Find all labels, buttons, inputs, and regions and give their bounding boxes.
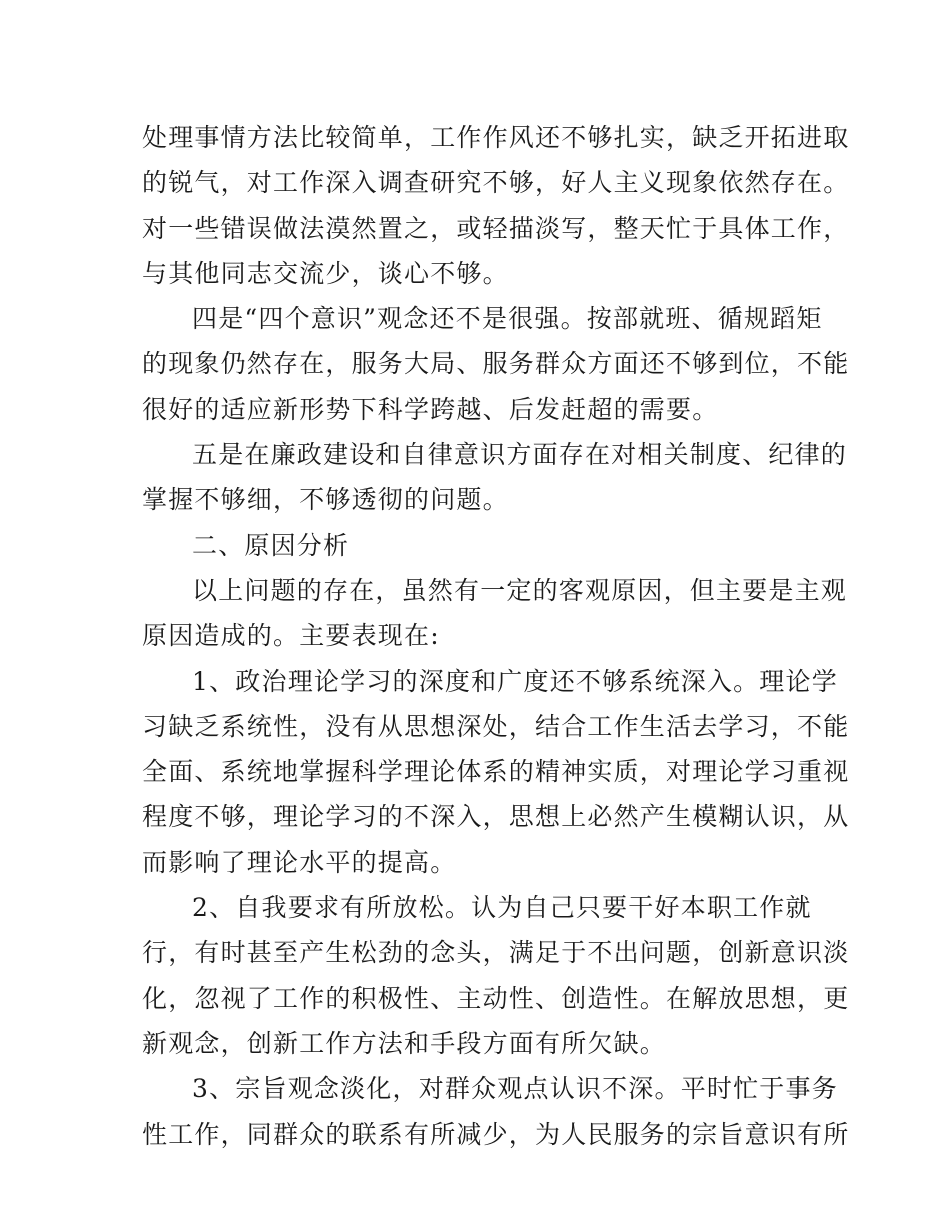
text-line: 对一些错误做法漠然置之，或轻描淡写，整天忙于具体工作， — [142, 213, 850, 243]
text-line: 程度不够，理论学习的不深入，思想上必然产生模糊认识，从 — [142, 802, 850, 832]
text-line: 处理事情方法比较简单，工作作风还不够扎实，缺乏开拓进取 — [142, 123, 850, 152]
text-line: 化，忽视了工作的积极性、主动性、创造性。在解放思想，更 — [142, 983, 850, 1013]
text-line: 新观念，创新工作方法和手段方面有所欠缺。 — [142, 1028, 667, 1058]
paragraph-start-line: 四是“四个意识”观念还不是很强。按部就班、循规蹈矩 — [192, 304, 823, 334]
text-line: 原因造成的。主要表现在: — [142, 621, 440, 651]
paragraph-start-line: 3、宗旨观念淡化，对群众观点认识不深。平时忙于事务 — [192, 1074, 838, 1104]
text-line: 的锐气，对工作深入调查研究不够，好人主义现象依然存在。 — [142, 168, 850, 198]
section-heading: 二、原因分析 — [192, 530, 350, 560]
paragraph-start-line: 五是在廉政建设和自律意识方面存在对相关制度、纪律的 — [192, 440, 848, 470]
text-line: 而影响了理论水平的提高。 — [142, 847, 457, 877]
document-body — [142, 115, 850, 1157]
paragraph-start-line: 以上问题的存在，虽然有一定的客观原因，但主要是主观 — [192, 575, 848, 605]
paragraph-start-line: 1、政治理论学习的深度和广度还不够系统深入。理论学 — [192, 666, 838, 696]
text-line: 行，有时甚至产生松劲的念头，满足于不出问题，创新意识淡 — [142, 938, 850, 968]
text-line: 很好的适应新形势下科学跨越、后发赶超的需要。 — [142, 394, 719, 424]
text-line: 与其他同志交流少，谈心不够。 — [142, 258, 509, 288]
text-line: 习缺乏系统性，没有从思想深处，结合工作生活去学习，不能 — [142, 711, 850, 741]
text-line: 的现象仍然存在，服务大局、服务群众方面还不够到位，不能 — [142, 349, 850, 379]
text-line: 掌握不够细，不够透彻的问题。 — [142, 485, 509, 515]
text-line: 性工作，同群众的联系有所减少，为人民服务的宗旨意识有所 — [142, 1119, 850, 1149]
paragraph-start-line: 2、自我要求有所放松。认为自己只要干好本职工作就 — [192, 893, 812, 923]
text-line: 全面、系统地掌握科学理论体系的精神实质，对理论学习重视 — [142, 757, 850, 787]
